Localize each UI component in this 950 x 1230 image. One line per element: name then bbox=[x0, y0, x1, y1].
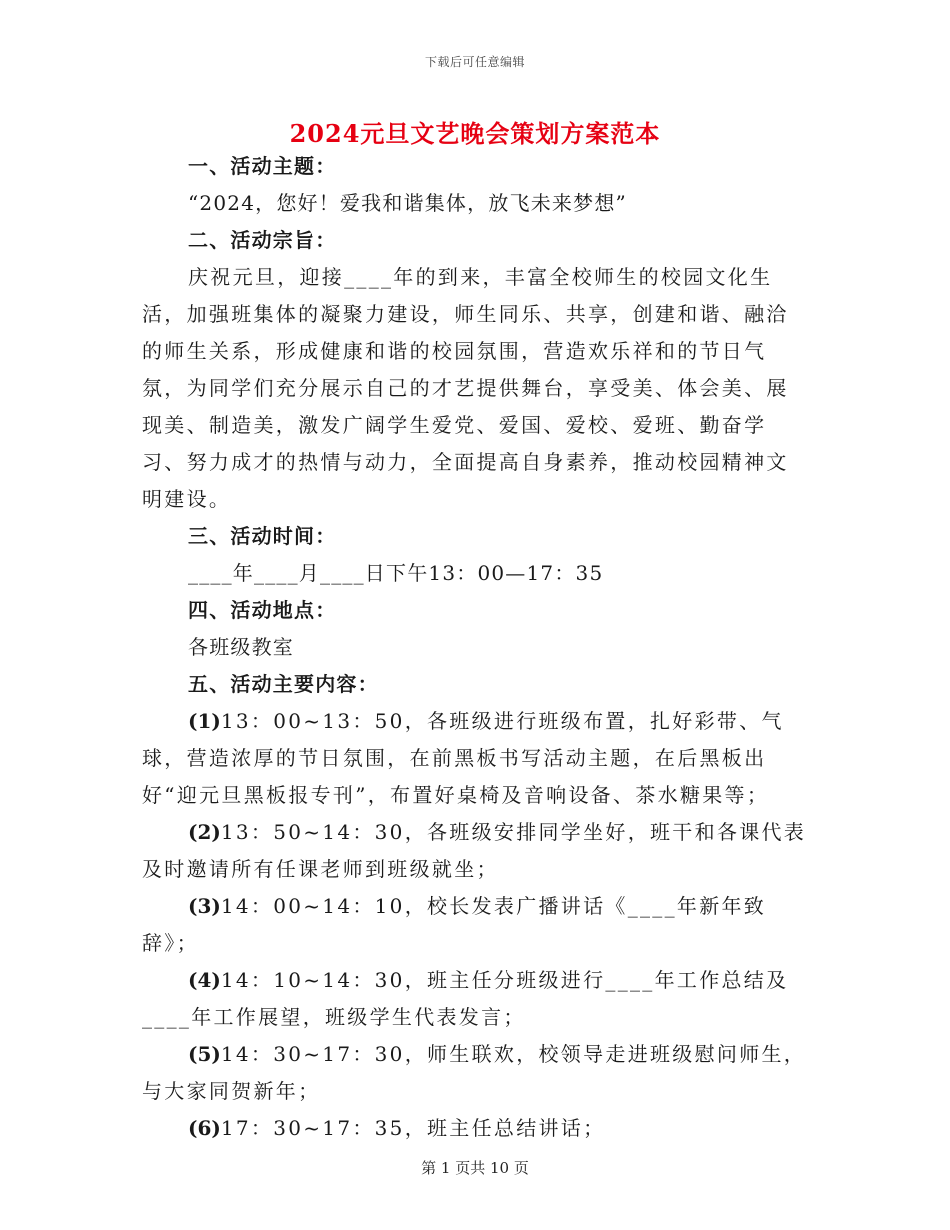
theme-heading: 一、活动主题： bbox=[188, 154, 337, 178]
item-number: (6) bbox=[188, 1116, 221, 1140]
content-item-3 bbox=[142, 888, 810, 962]
time-heading: 三、活动时间： bbox=[188, 524, 337, 548]
content-item-1 bbox=[142, 703, 810, 814]
theme-text: “2024，您好！爱我和谐集体，放飞未来梦想” bbox=[188, 191, 627, 215]
place-text: 各班级教室 bbox=[188, 635, 294, 659]
item-number: (1) bbox=[188, 709, 221, 733]
header-note: 下载后可任意编辑 bbox=[424, 55, 525, 69]
item-number: (4) bbox=[188, 968, 221, 992]
item-text: 13：00~13：50，各班级进行班级布置，扎好彩带、气球，营造浓厚的节日氛围，在前黑板书写活动主题，在后黑板出好“迎元旦黑板报专刊”，布置好桌椅及音响设备、茶水糖果等； bbox=[142, 709, 784, 807]
document-title: 2024元旦文艺晚会策划方案范本 bbox=[289, 119, 661, 148]
time-text: ____年____月____日下午13：00—17：35 bbox=[188, 561, 604, 585]
purpose-text: 庆祝元旦，迎接____年的到来，丰富全校师生的校园文化生活，加强班集体的凝聚力建设，师生同乐、共享，创建和谐、融洽的师生关系，形成健康和谐的校园氛围，营造欢乐祥和的节日气氛，为同学们充分展示自己的才艺提供舞台，享受美、体会美、展现美、制造美，激发广阔学生爱党、爱国、爱校、爱班、勤奋学习、努力成才的热情与动力，全面提高自身素养，推动校园精神文明建设。 bbox=[142, 265, 789, 511]
content-item-6 bbox=[142, 1110, 810, 1147]
content-item-4 bbox=[142, 962, 810, 1036]
item-text: 14：10~14：30，班主任分班级进行____年工作总结及____年工作展望，班级学生代表发言； bbox=[142, 968, 789, 1029]
item-number: (2) bbox=[188, 820, 221, 844]
purpose-heading: 二、活动宗旨： bbox=[188, 228, 337, 252]
item-text: 14：30~17：30，师生联欢，校领导走进班级慰问师生，与大家同贺新年； bbox=[142, 1042, 807, 1103]
item-number: (3) bbox=[188, 894, 221, 918]
document-body bbox=[142, 148, 810, 1147]
page-footer: 第 1 页共 10 页 bbox=[421, 1159, 529, 1177]
item-text: 17：30~17：35，班主任总结讲话； bbox=[220, 1116, 606, 1140]
content-item-5 bbox=[142, 1036, 810, 1110]
item-number: (5) bbox=[188, 1042, 221, 1066]
place-heading: 四、活动地点： bbox=[188, 598, 337, 622]
item-text: 14：00~14：10，校长发表广播讲话《____年新年致辞》； bbox=[142, 894, 767, 955]
item-text: 13：50~14：30，各班级安排同学坐好，班干和各课代表及时邀请所有任课老师到班级就坐； bbox=[142, 820, 807, 881]
content-heading: 五、活动主要内容： bbox=[188, 672, 379, 696]
content-item-2 bbox=[142, 814, 810, 888]
